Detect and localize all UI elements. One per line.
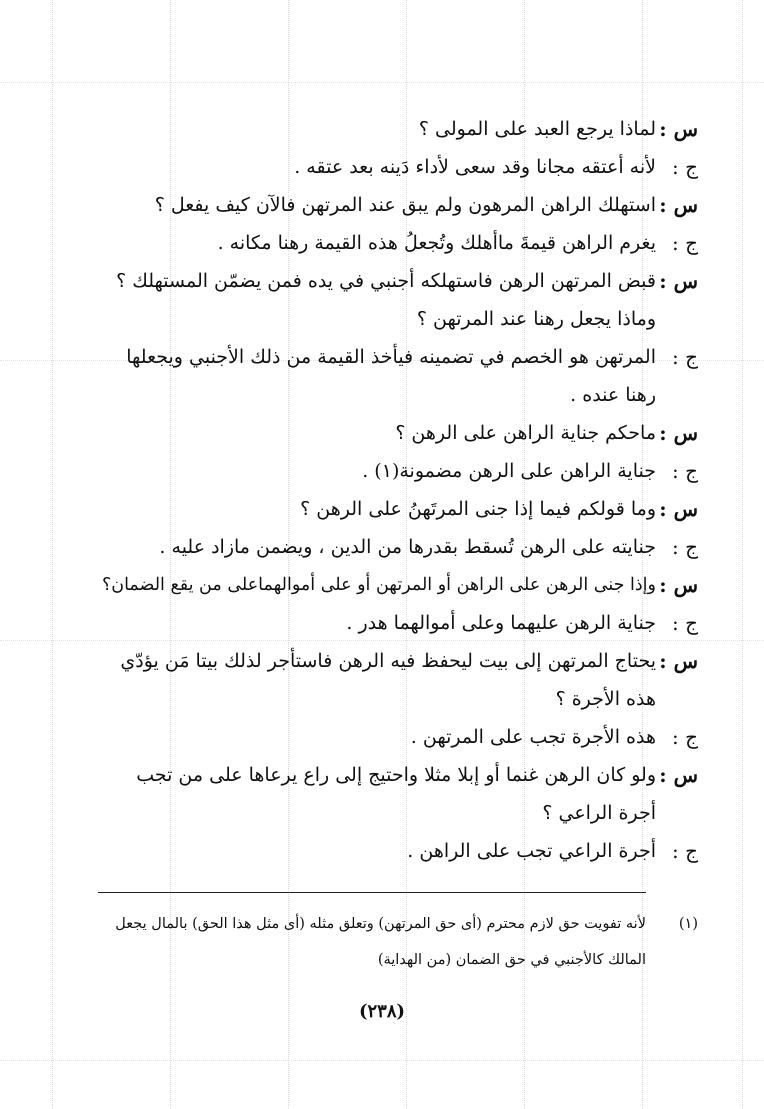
answer-marker: ج : — [671, 611, 698, 635]
question-text: يحتاج المرتهن إلى بيت ليحفظ فيه الرهن فاستأجر لذلك بيتا مَن يؤدّي — [120, 650, 656, 672]
question-marker: س : — [659, 269, 698, 293]
question-row — [50, 110, 698, 148]
page-number: (٢٣٨) — [358, 1001, 406, 1022]
question-row — [50, 490, 698, 528]
answer-text-continued: رهنا عنده . — [570, 384, 656, 406]
question-text-continued: هذه الأجرة ؟ — [555, 688, 656, 710]
question-row — [50, 642, 698, 718]
answer-marker: ج : — [671, 231, 698, 255]
answer-marker: ج : — [671, 535, 698, 559]
answer-text: جناية الرهن عليهما وعلى أموالهما هدر . — [346, 612, 656, 634]
question-text: لماذا يرجع العبد على المولى ؟ — [418, 118, 656, 140]
footnote-number: (١) — [678, 916, 698, 932]
answer-row — [50, 604, 698, 642]
question-text: وما قولكم فيما إذا جنى المرتَهنُ على الرهن ؟ — [300, 498, 656, 520]
question-text: استهلك الراهن المرهون ولم يبق عند المرتهن فالآن كيف يفعل ؟ — [154, 194, 656, 216]
answer-row — [50, 528, 698, 566]
scan-guide-line — [0, 1060, 764, 1061]
answer-row — [50, 718, 698, 756]
question-text: قبض المرتهن الرهن فاستهلكه أجنبي في يده فمن يضمّن المستهلك ؟ — [116, 270, 656, 292]
answer-row — [50, 148, 698, 186]
question-row — [50, 414, 698, 452]
question-marker: س : — [659, 497, 698, 521]
answer-marker: ج : — [671, 345, 698, 369]
question-marker: س : — [659, 573, 698, 597]
footnote — [50, 906, 698, 978]
answer-marker: ج : — [671, 155, 698, 179]
question-text-continued: وماذا يجعل رهنا عند المرتهن ؟ — [416, 308, 656, 330]
scan-guide-line — [742, 0, 743, 1109]
answer-text: هذه الأجرة تجب على المرتهن . — [410, 726, 656, 748]
question-text: ولو كان الرهن غنما أو إبلا مثلا واحتيج إلى راع يرعاها على من تجب — [136, 764, 656, 786]
answer-text: يغرم الراهن قيمةَ ماأهلك وتُجعلُ هذه القيمة رهنا مكانه . — [217, 232, 656, 254]
question-text: ماحكم جناية الراهن على الرهن ؟ — [395, 422, 656, 444]
footnote-text-continued: المالك كالأجنبي في حق الضمان (من الهداية) — [377, 952, 646, 968]
scan-guide-line — [0, 82, 764, 83]
answer-marker: ج : — [671, 725, 698, 749]
qa-list — [50, 110, 698, 870]
question-row — [50, 186, 698, 224]
question-row — [50, 756, 698, 832]
question-row — [50, 566, 698, 604]
answer-row — [50, 832, 698, 870]
question-row — [50, 262, 698, 338]
question-marker: س : — [659, 763, 698, 787]
question-marker: س : — [659, 193, 698, 217]
question-marker: س : — [659, 421, 698, 445]
answer-text: أجرة الراعي تجب على الراهن . — [407, 840, 656, 862]
answer-text: جناية الراهن على الرهن مضمونة(١) . — [362, 460, 656, 482]
question-marker: س : — [659, 117, 698, 141]
answer-text: لأنه أعتقه مجانا وقد سعى لأداء دَينه بعد عتقه . — [294, 156, 656, 178]
footnote-separator — [98, 892, 646, 893]
answer-row — [50, 452, 698, 490]
footnote-row — [50, 906, 698, 978]
question-marker: س : — [659, 649, 698, 673]
answer-row — [50, 224, 698, 262]
answer-row — [50, 338, 698, 414]
answer-text: جنايته على الرهن تُسقط بقدرها من الدين ، ويضمن مازاد عليه . — [159, 536, 656, 558]
footnote-text: لأنه تفويت حق لازم محترم (أى حق المرتهن) وتعلق مثله (أى مثل هذا الحق) بالمال يجعل — [115, 916, 646, 932]
answer-marker: ج : — [671, 459, 698, 483]
question-text: وإذا جنى الرهن على الراهن أو المرتهن أو على أموالهماعلى من يقع الضمان؟ — [101, 575, 656, 595]
question-text-continued: أجرة الراعي ؟ — [542, 802, 656, 824]
answer-marker: ج : — [671, 839, 698, 863]
answer-text: المرتهن هو الخصم في تضمينه فيأخذ القيمة من ذلك الأجنبي ويجعلها — [126, 346, 656, 368]
